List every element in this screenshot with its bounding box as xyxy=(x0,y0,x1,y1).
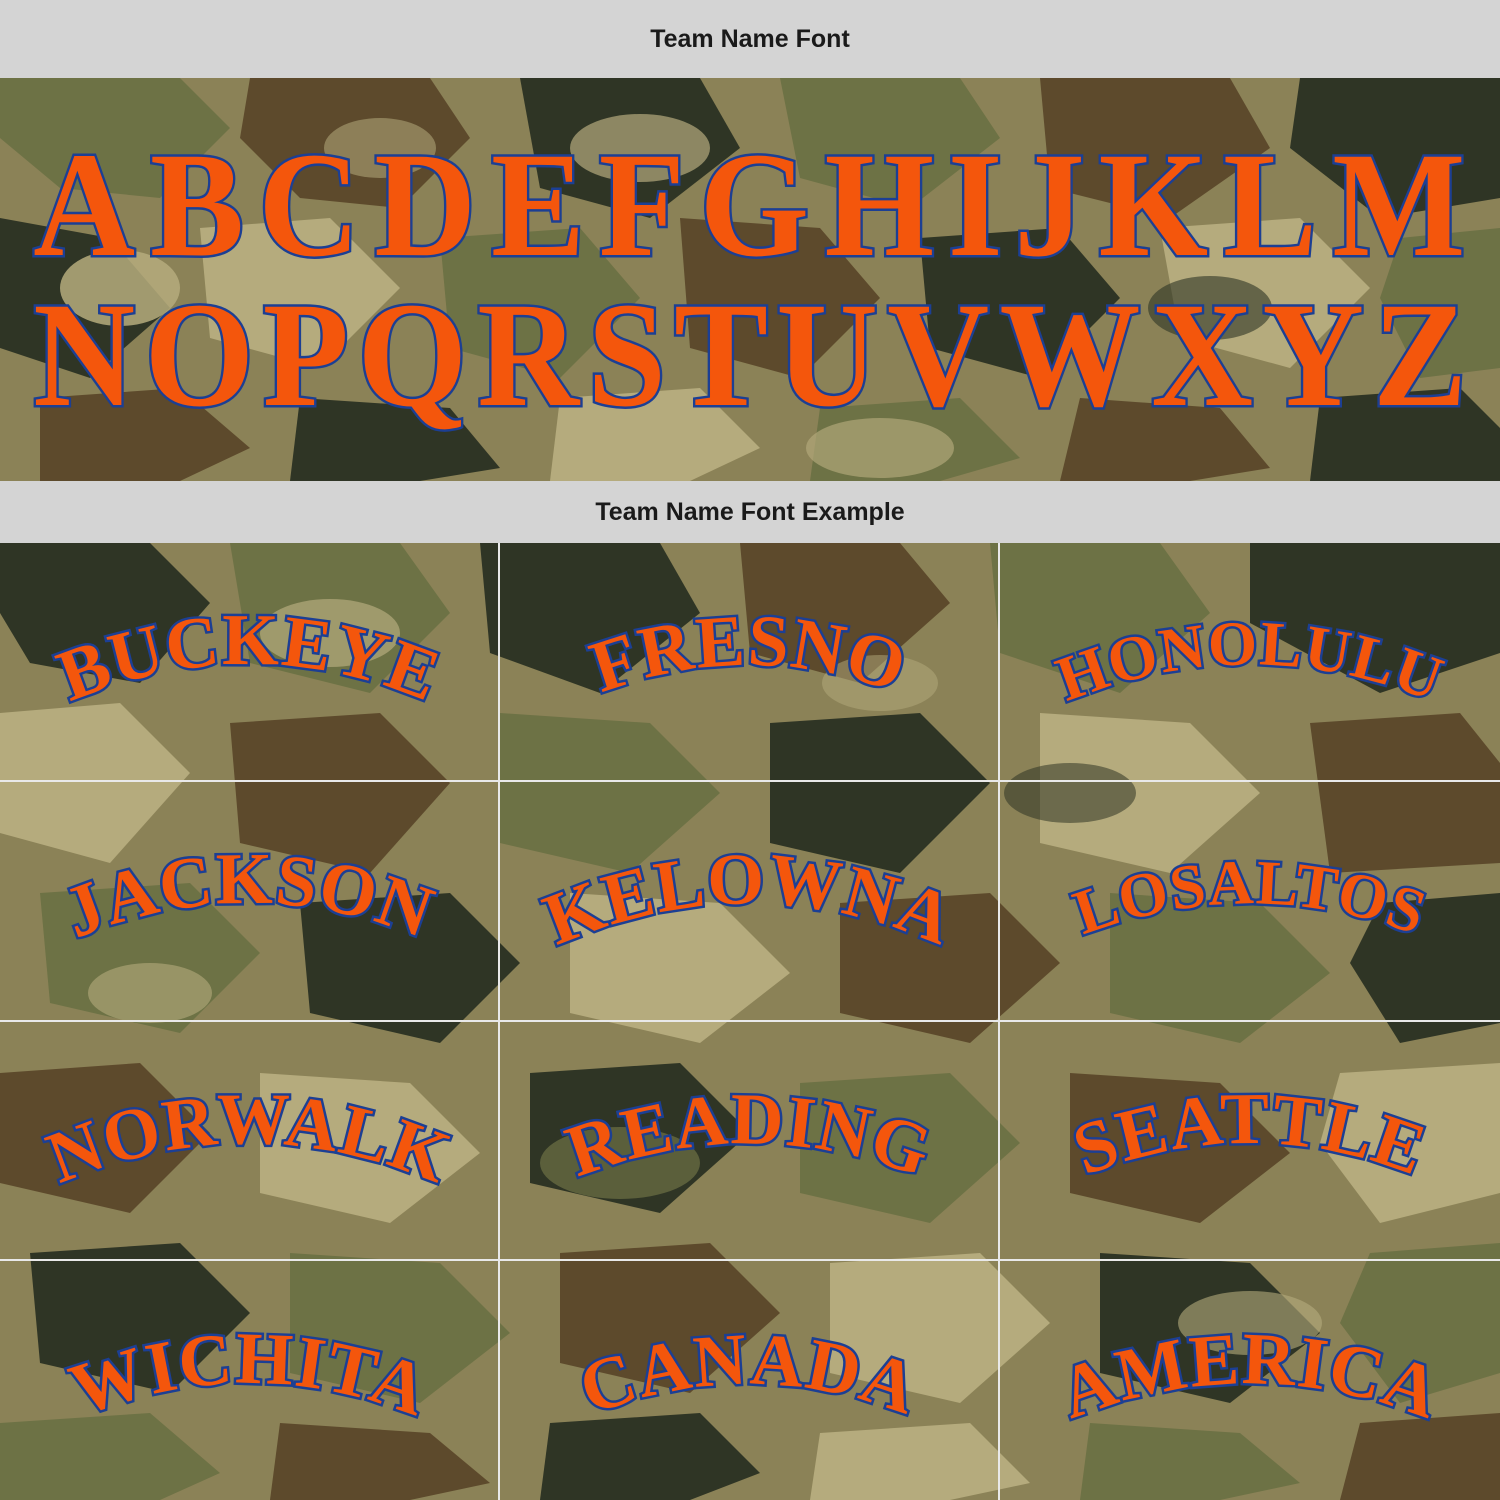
team-name-font-example-header-label: Team Name Font Example xyxy=(595,497,905,526)
example-cell-jackson[interactable] xyxy=(0,782,500,1021)
example-cell-losaltos[interactable] xyxy=(1000,782,1500,1021)
svg-text:CANADA xyxy=(569,1317,928,1429)
example-cell-fresno[interactable] xyxy=(500,543,1000,782)
example-grid-panel xyxy=(0,543,1500,1500)
example-cell-norwalk[interactable] xyxy=(0,1022,500,1261)
arched-team-name xyxy=(500,543,998,780)
arched-team-name xyxy=(500,782,998,1019)
svg-text:KELOWNA xyxy=(533,838,965,961)
letter-f: F xyxy=(598,121,685,288)
alphabet-row-2 xyxy=(30,271,1470,438)
svg-text:FRESNO xyxy=(581,599,916,707)
letter-k: K xyxy=(1098,121,1209,288)
example-name-text: BUCKEYE xyxy=(47,598,451,717)
letter-a: A xyxy=(33,121,136,288)
example-cell-seattle[interactable] xyxy=(1000,1022,1500,1261)
alphabet-letters xyxy=(0,78,1500,481)
letter-d: D xyxy=(374,121,477,288)
example-cell-america[interactable] xyxy=(1000,1261,1500,1500)
arched-team-name xyxy=(0,1022,498,1259)
arched-team-name xyxy=(0,1261,498,1500)
letter-p: P xyxy=(262,271,350,438)
example-name-text: WICHITA xyxy=(60,1316,439,1432)
example-name-text: SEATTLE xyxy=(1063,1077,1437,1191)
example-name-text: READING xyxy=(556,1077,942,1192)
letter-u: U xyxy=(776,271,879,438)
team-name-example-grid xyxy=(0,543,1500,1500)
letter-q: Q xyxy=(357,271,468,438)
letter-e: E xyxy=(490,121,585,288)
arched-team-name xyxy=(0,782,498,1019)
letter-c: C xyxy=(257,121,360,288)
letter-r: R xyxy=(477,271,579,438)
svg-text:WICHITA xyxy=(60,1316,439,1431)
arched-team-name xyxy=(1000,543,1500,780)
example-name-text: AMERICA xyxy=(1049,1316,1451,1434)
arched-team-name xyxy=(1000,782,1500,1019)
svg-text:JACKSON xyxy=(53,838,444,954)
svg-text:HONOLULU xyxy=(1048,608,1453,715)
arched-team-name xyxy=(500,1261,998,1500)
letter-n: N xyxy=(33,271,136,438)
svg-text:BUCKEYE xyxy=(47,599,451,717)
team-name-font-header xyxy=(0,0,1500,78)
example-name-text: FRESNO xyxy=(580,599,917,708)
letter-g: G xyxy=(699,121,809,288)
alphabet-row-1 xyxy=(30,121,1470,288)
letter-w: W xyxy=(999,271,1141,438)
example-cell-buckeye[interactable] xyxy=(0,543,500,782)
svg-text:READING xyxy=(556,1078,941,1192)
example-name-text: CANADA xyxy=(569,1317,929,1430)
letter-v: V xyxy=(887,271,990,438)
arched-team-name xyxy=(0,543,498,780)
example-name-text: NORWALK xyxy=(36,1078,462,1199)
svg-text:SEATTLE xyxy=(1063,1077,1436,1190)
svg-text:NORWALK xyxy=(37,1078,462,1198)
letter-j: J xyxy=(1014,121,1085,288)
letter-l: L xyxy=(1223,121,1318,288)
example-name-text: HONOLULU xyxy=(1047,608,1453,715)
letter-y: Y xyxy=(1262,271,1364,438)
letter-z: Z xyxy=(1372,271,1467,438)
letter-m: M xyxy=(1332,121,1466,288)
example-name-text: KELOWNA xyxy=(533,838,966,961)
example-cell-wichita[interactable] xyxy=(0,1261,500,1500)
letter-t: T xyxy=(673,271,768,438)
svg-text:AMERICA xyxy=(1049,1317,1451,1434)
arched-team-name xyxy=(1000,1261,1500,1500)
letter-i: I xyxy=(947,121,1003,288)
example-name-text: JACKSON xyxy=(52,838,445,954)
svg-text:LOSALTOS xyxy=(1065,847,1435,948)
letter-h: H xyxy=(824,121,934,288)
arched-team-name xyxy=(500,1022,998,1259)
example-cell-reading[interactable] xyxy=(500,1022,1000,1261)
letter-o: O xyxy=(144,271,255,438)
letter-x: X xyxy=(1151,271,1254,438)
example-cell-canada[interactable] xyxy=(500,1261,1000,1500)
example-cell-honolulu[interactable] xyxy=(1000,543,1500,782)
arched-team-name xyxy=(1000,1022,1500,1259)
team-name-font-header-label: Team Name Font xyxy=(650,24,850,53)
letter-b: B xyxy=(149,121,244,288)
alphabet-panel xyxy=(0,78,1500,481)
example-cell-kelowna[interactable] xyxy=(500,782,1000,1021)
example-name-text: LOSALTOS xyxy=(1065,847,1436,949)
letter-s: S xyxy=(587,271,666,438)
team-name-font-example-header xyxy=(0,481,1500,543)
